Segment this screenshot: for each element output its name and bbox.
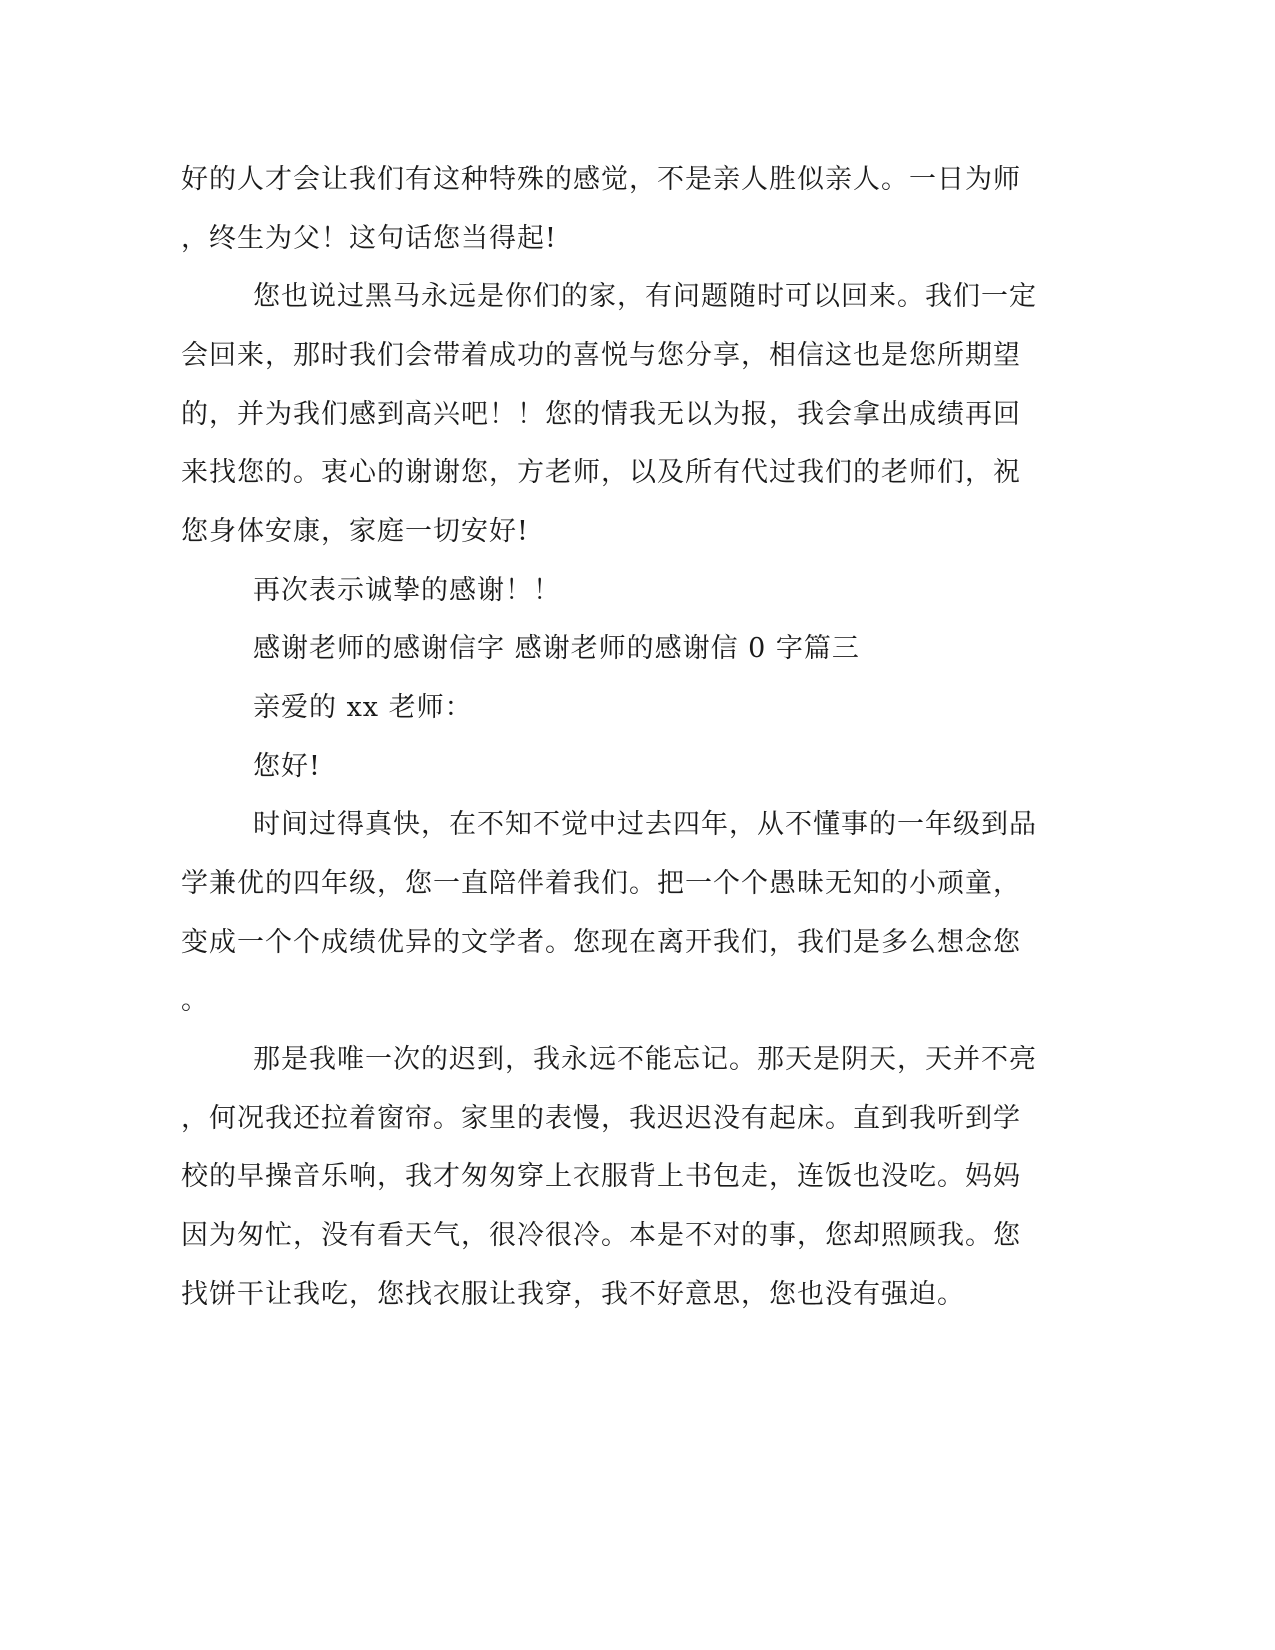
- text-line: 好的人才会让我们有这种特殊的感觉，不是亲人胜似亲人。一日为师: [181, 164, 1021, 195]
- text-line: 找饼干让我吃，您找衣服让我穿，我不好意思，您也没有强迫。: [181, 1279, 965, 1310]
- text-line: 校的早操音乐响，我才匆匆穿上衣服背上书包走，连饭也没吃。妈妈: [181, 1161, 1021, 1192]
- text-line: ，何况我还拉着窗帘。家里的表慢，我迟迟没有起床。直到我听到学: [181, 1103, 1021, 1134]
- text-line: 因为匆忙，没有看天气，很冷很冷。本是不对的事，您却照顾我。您: [181, 1220, 1021, 1251]
- text-line: 的，并为我们感到高兴吧！！您的情我无以为报，我会拿出成绩再回: [181, 399, 1021, 430]
- paragraph-start: 您也说过黑马永远是你们的家，有问题随时可以回来。我们一定: [253, 281, 1037, 312]
- text-line: 来找您的。衷心的谢谢您，方老师，以及所有代过我们的老师们，祝: [181, 457, 1021, 488]
- text-line: 变成一个个成绩优异的文学者。您现在离开我们，我们是多么想念您: [181, 927, 1021, 958]
- greeting: 您好!: [253, 751, 321, 782]
- text-line: 您身体安康，家庭一切安好!: [181, 516, 529, 547]
- text-line: 。: [181, 985, 209, 1016]
- salutation: 亲爱的 xx 老师：: [253, 692, 473, 723]
- text-line: ，终生为父！这句话您当得起!: [181, 223, 557, 254]
- paragraph-start: 时间过得真快，在不知不觉中过去四年，从不懂事的一年级到品: [253, 809, 1037, 840]
- paragraph-start: 再次表示诚挚的感谢！！: [253, 575, 561, 606]
- text-line: 会回来，那时我们会带着成功的喜悦与您分享，相信这也是您所期望: [181, 340, 1021, 371]
- paragraph-start: 那是我唯一次的迟到，我永远不能忘记。那天是阴天，天并不亮: [253, 1044, 1037, 1075]
- text-line: 学兼优的四年级，您一直陪伴着我们。把一个个愚昧无知的小顽童，: [181, 868, 1021, 899]
- section-heading: 感谢老师的感谢信字 感谢老师的感谢信 0 字篇三: [253, 633, 860, 664]
